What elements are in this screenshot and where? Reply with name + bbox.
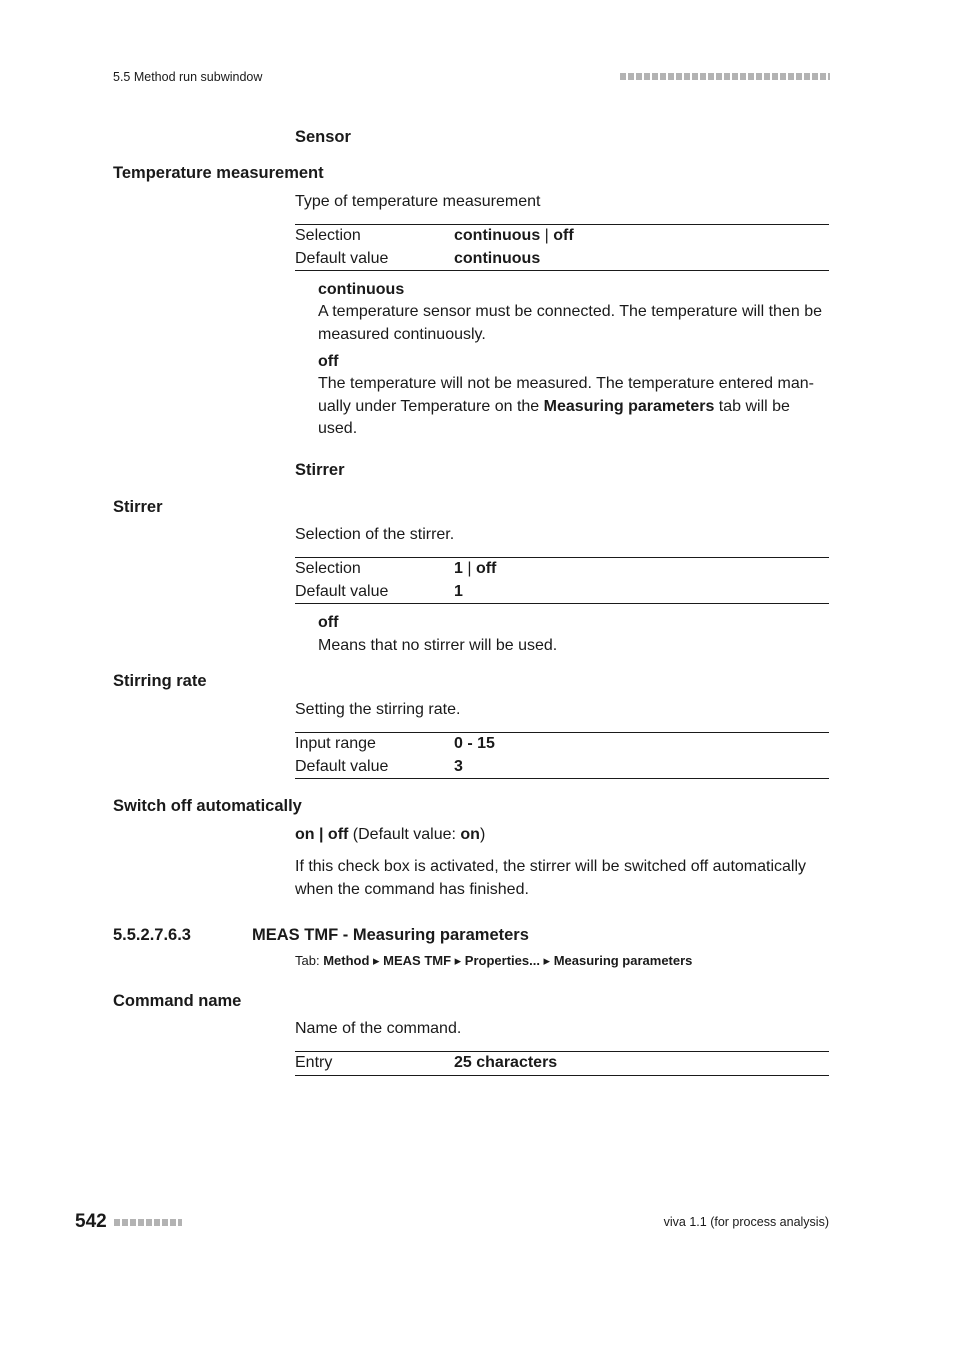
option-title: off <box>318 353 339 370</box>
row-label: Entry <box>295 1054 333 1071</box>
param-values: on | off (Default value: on) <box>295 826 486 843</box>
row-label: Default value <box>295 582 389 600</box>
option-text: A temperature sensor must be connected. The temperature will then be measured continuously. <box>318 303 822 343</box>
tab-path: Tab: Method ▸ MEAS TMF ▸ Properties... ▸ Measuring parameters <box>295 953 693 968</box>
table-row <box>295 733 829 756</box>
row-value: 1 <box>454 582 463 600</box>
row-value: continuous | off <box>454 227 574 244</box>
row-value: 3 <box>454 757 463 775</box>
row-value: 1 | off <box>454 560 497 577</box>
section-title: MEAS TMF - Measuring parameters <box>252 926 529 944</box>
param-description: Setting the stirring rate. <box>295 701 461 718</box>
running-header: 5.5 Method run subwindow <box>113 70 263 84</box>
option-text: The temperature will not be measured. The temperature entered manually under Temperature on the Measuring parameters tab will be used. <box>318 375 814 437</box>
footer-dot-bar <box>114 1219 182 1226</box>
group-title-stirrer: Stirrer <box>295 461 345 479</box>
ui-reference: Measuring parameters <box>543 397 715 415</box>
option-text: Means that no stirrer will be used. <box>318 637 558 654</box>
param-table <box>295 1051 829 1076</box>
table-row <box>295 248 829 271</box>
row-value: 0 - 15 <box>454 735 495 752</box>
row-value: 25 characters <box>454 1054 558 1071</box>
page-number: 542 <box>75 1211 107 1232</box>
table-row <box>295 756 829 779</box>
param-description: Name of the command. <box>295 1020 462 1037</box>
row-label: Default value <box>295 249 389 267</box>
param-table <box>295 732 829 779</box>
row-label: Default value <box>295 757 389 775</box>
param-temperature-measurement: Temperature measurement <box>113 164 324 182</box>
param-stirring-rate: Stirring rate <box>113 672 207 690</box>
table-row <box>295 581 829 604</box>
group-title-sensor: Sensor <box>295 128 351 146</box>
footer-product: viva 1.1 (for process analysis) <box>663 1215 829 1229</box>
section-number: 5.5.2.7.6.3 <box>113 926 191 944</box>
param-table <box>295 557 829 604</box>
table-row <box>295 225 829 248</box>
param-switch-off-automatically: Switch off automatically <box>113 797 302 815</box>
param-description: Type of temperature measurement <box>295 193 541 210</box>
row-label: Selection <box>295 227 361 244</box>
row-label: Input range <box>295 735 376 752</box>
row-value: continuous <box>454 249 541 267</box>
param-description: If this check box is activated, the stirrer will be switched off automatically when the command has finished. <box>295 858 807 898</box>
option-title: off <box>318 614 339 631</box>
option-title: continuous <box>318 281 405 298</box>
row-label: Selection <box>295 560 361 577</box>
header-dot-bar <box>620 73 830 80</box>
param-description: Selection of the stirrer. <box>295 526 455 543</box>
param-table <box>295 224 829 271</box>
table-row <box>295 1052 829 1075</box>
param-stirrer: Stirrer <box>113 498 163 516</box>
table-row <box>295 558 829 581</box>
param-command-name: Command name <box>113 992 242 1010</box>
